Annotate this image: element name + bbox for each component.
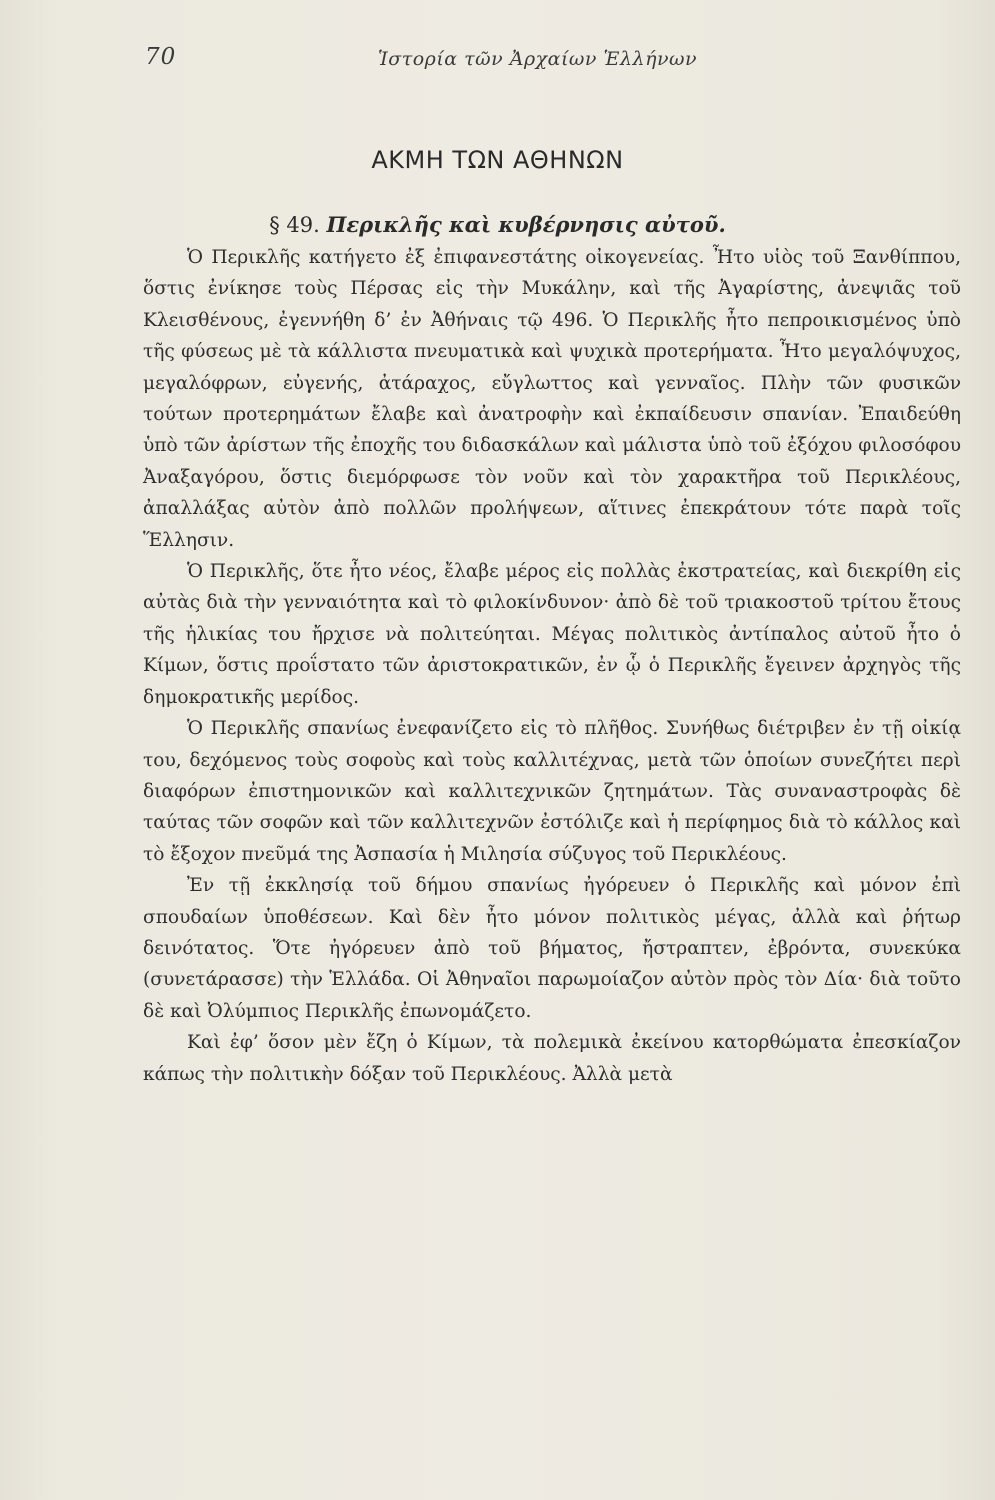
body-text: [143, 242, 961, 1090]
page-number: 70: [145, 44, 177, 70]
paragraph: Ἐν τῇ ἐκκλησίᾳ τοῦ δήμου σπανίως ἠγόρευεν ὁ Περικλῆς καὶ μόνον ἐπὶ σπουδαίων ὑποθέσεων. Καὶ δὲν ἦτο μόνον πολιτικὸς μέγας, ἀλλὰ καὶ ῥήτωρ δεινότατος. Ὅτε ἠγόρευεν ἀπὸ τοῦ βήματος, ἤστραπτεν, ἐβρόντα, συνεκύκα (συνετάρασσε) τὴν Ἑλλάδα. Οἱ Ἀθηναῖοι παρωμοίαζον αὐτὸν πρὸς τὸν Δία· διὰ τοῦτο δὲ καὶ Ὀλύμπιος Περικλῆς ἐπωνομάζετο.: [143, 875, 961, 1022]
chapter-title: ΑΚΜΗ ΤΩΝ ΑΘΗΝΩΝ: [371, 146, 624, 174]
paragraph: Ὁ Περικλῆς, ὅτε ἦτο νέος, ἔλαβε μέρος εἰς πολλὰς ἐκστρατείας, καὶ διεκρίθη εἰς αὐτὰς διὰ τὴν γενναιότητα καὶ τὸ φιλοκίνδυνον· ἀπὸ δὲ τοῦ τριακοστοῦ τρίτου ἔτους τῆς ἡλικίας του ἤρχισε νὰ πολιτεύηται. Μέγας πολιτικὸς ἀντίπαλος αὐτοῦ ἦτο ὁ Κίμων, ὅστις προΐστατο τῶν ἀριστοκρατικῶν, ἐν ᾧ ὁ Περικλῆς ἔγεινεν ἀρχηγὸς τῆς δημοκρατικῆς μερίδος.: [143, 561, 961, 708]
section-heading: [0, 212, 995, 237]
paragraph: Καὶ ἐφ’ ὅσον μὲν ἔζη ὁ Κίμων, τὰ πολεμικὰ ἐκείνου κατορθώματα ἐπεσκίαζον κάπως τὴν πολιτικὴν δόξαν τοῦ Περικλέους. Ἀλλὰ μετὰ: [143, 1032, 961, 1085]
paragraph: Ὁ Περικλῆς κατήγετο ἐξ ἐπιφανεστάτης οἰκογενείας. Ἦτο υἱὸς τοῦ Ξανθίππου, ὅστις ἐνίκησε τοὺς Πέρσας εἰς τὴν Μυκάλην, καὶ τῆς Ἀγαρίστης, ἀνεψιᾶς τοῦ Κλεισθένους, ἐγεννήθη δ’ ἐν Ἀθήναις τῷ 496. Ὁ Περικλῆς ἦτο πεπροικισμένος ὑπὸ τῆς φύσεως μὲ τὰ κάλλιστα πνευματικὰ καὶ ψυχικὰ προτερήματα. Ἦτο μεγαλόψυχος, μεγαλόφρων, εὐγενής, ἀτάραχος, εὔγλωττος καὶ γενναῖος. Πλὴν τῶν φυσικῶν τούτων προτερημάτων ἔλαβε καὶ ἀνατροφὴν καὶ ἐκπαίδευσιν σπανίαν. Ἐπαιδεύθη ὑπὸ τῶν ἀρίστων τῆς ἐποχῆς του διδασκάλων καὶ μάλιστα ὑπὸ τοῦ ἐξόχου φιλοσόφου Ἀναξαγόρου, ὅστις διεμόρφωσε τὸν νοῦν καὶ τὸν χαρακτῆρα τοῦ Περικλέους, ἀπαλλάξας αὐτὸν ἀπὸ πολλῶν προλήψεων, αἵτινες ἐπεκράτουν τότε παρὰ τοῖς Ἕλλησιν.: [143, 247, 961, 551]
page-header: [0, 38, 995, 78]
running-title: Ἱστορία τῶν Ἀρχαίων Ἑλλήνων: [378, 48, 698, 70]
section-number: § 49.: [269, 213, 320, 237]
section-title: Περικλῆς καὶ κυβέρνησις αὐτοῦ.: [326, 212, 726, 237]
paragraph: Ὁ Περικλῆς σπανίως ἐνεφανίζετο εἰς τὸ πλῆθος. Συνήθως διέτριβεν ἐν τῇ οἰκίᾳ του, δεχόμενος τοὺς σοφοὺς καὶ τοὺς καλλιτέχνας, μετὰ τῶν ὁποίων συνεζήτει περὶ διαφόρων ἐπιστημονικῶν καὶ καλλιτεχνικῶν ζητημάτων. Τὰς συναναστροφὰς δὲ ταύτας τῶν σοφῶν καὶ τῶν καλλιτεχνῶν ἐστόλιζε καὶ ἡ περίφημος διὰ τὸ κάλλος καὶ τὸ ἔξοχον πνεῦμά της Ἀσπασία ἡ Μιλησία σύζυγος τοῦ Περικλέους.: [143, 718, 961, 865]
